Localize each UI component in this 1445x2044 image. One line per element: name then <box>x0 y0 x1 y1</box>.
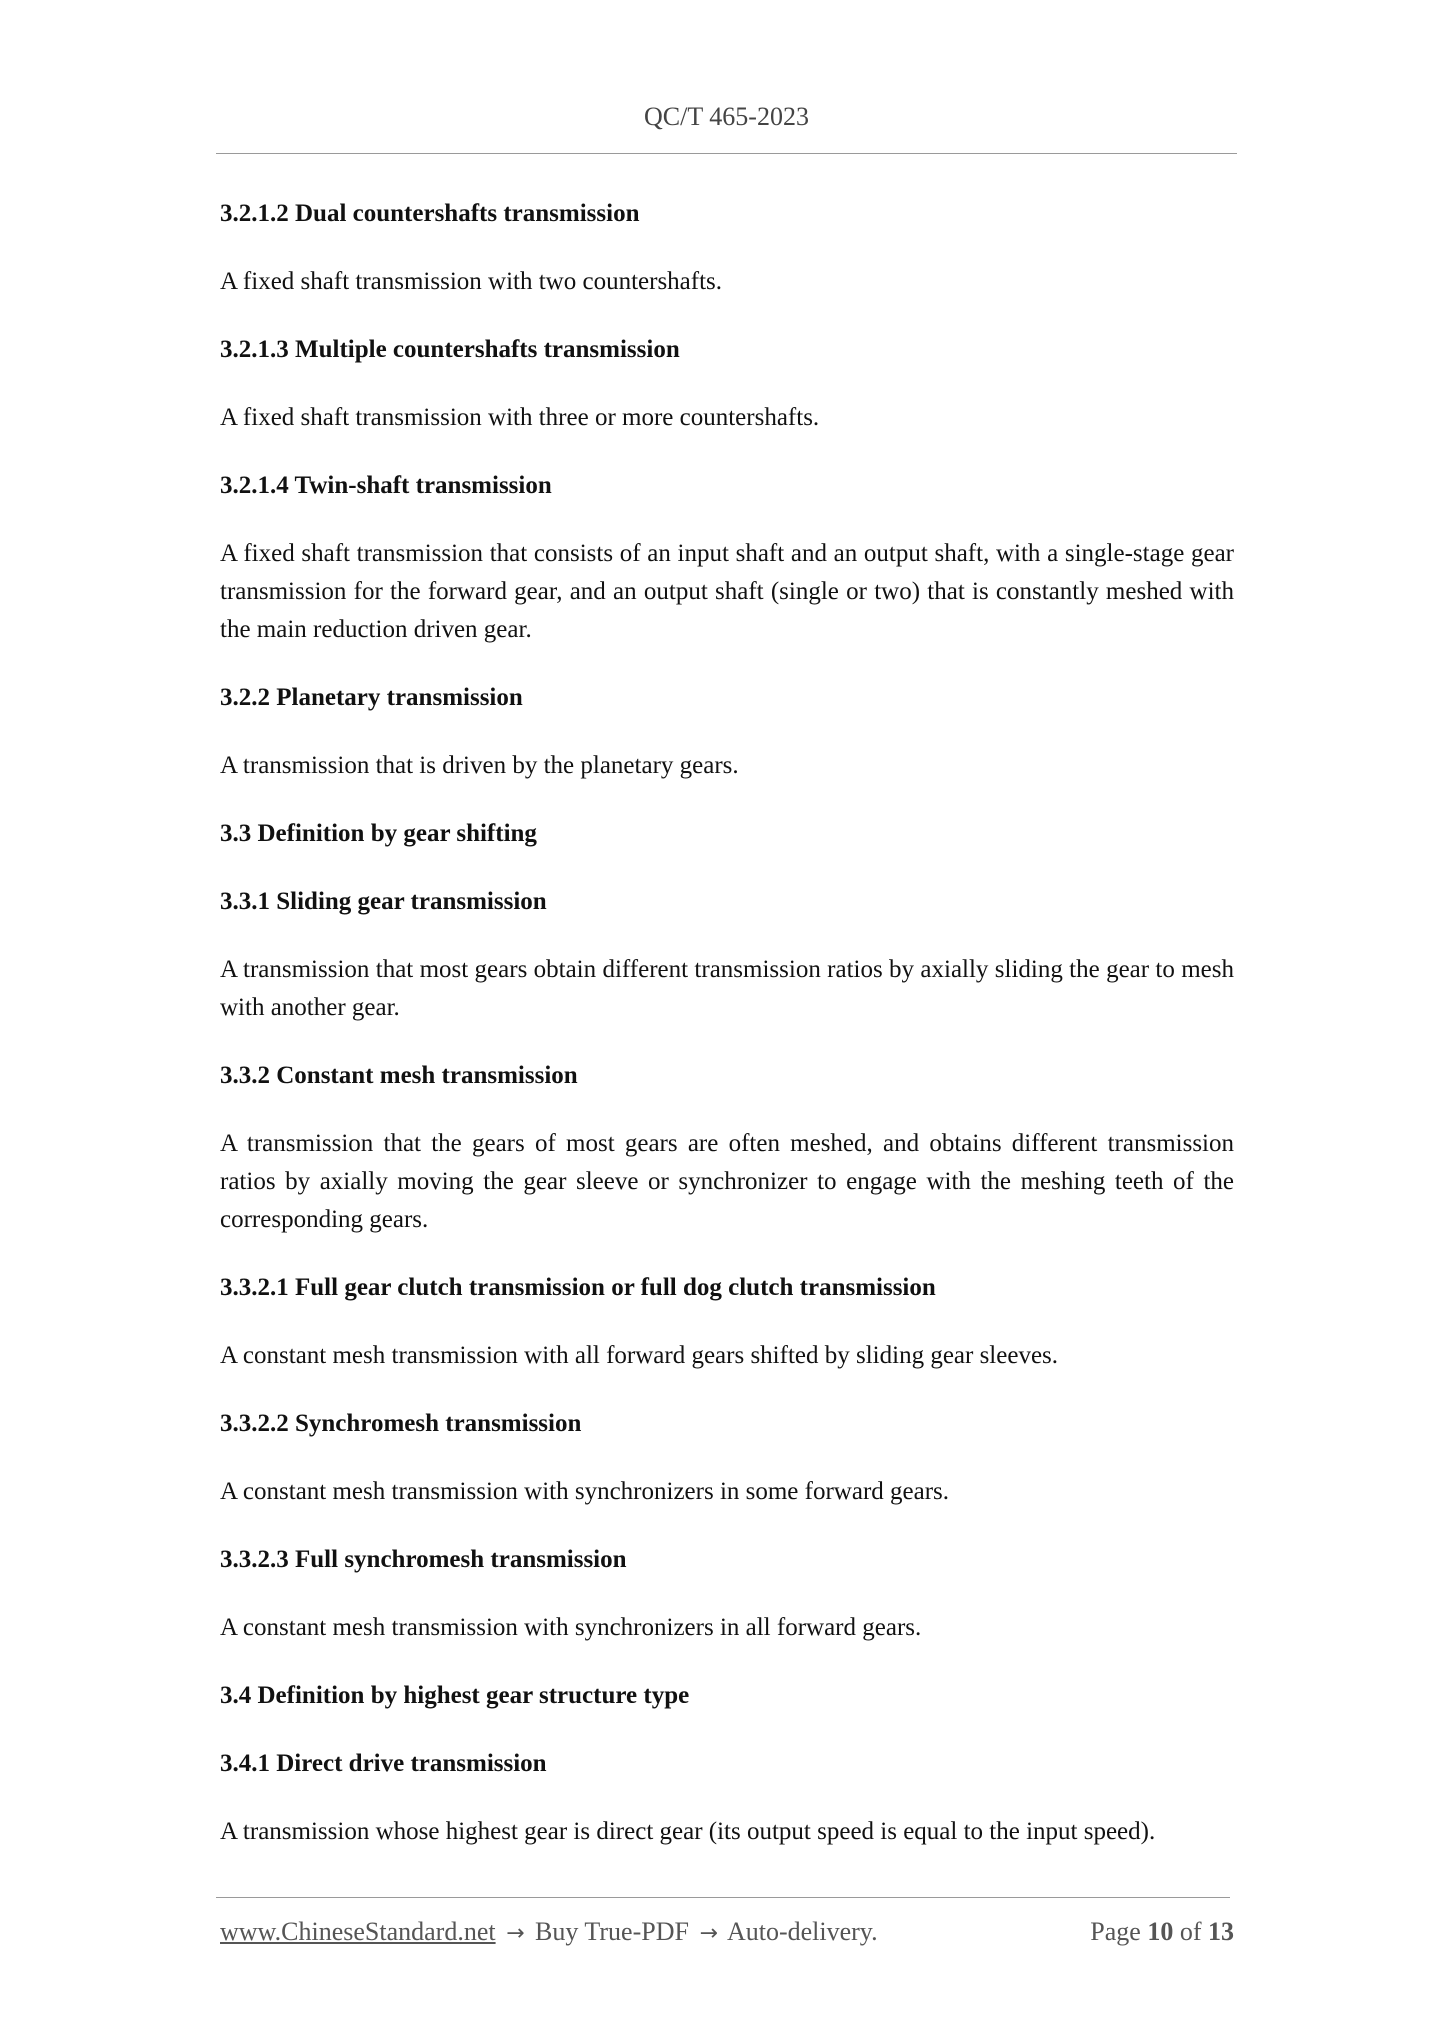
section-heading-3-3-2-2: 3.3.2.2 Synchromesh transmission <box>220 1410 582 1437</box>
document-header <box>216 102 1237 132</box>
section-heading-3-2-1-3: 3.2.1.3 Multiple countershafts transmission <box>220 336 680 363</box>
arrow-right-icon: → <box>699 1921 718 1946</box>
footer-divider <box>216 1897 1230 1898</box>
header-divider <box>216 153 1237 154</box>
section-heading-3-3-2-1: 3.3.2.1 Full gear clutch transmission or full dog clutch transmission <box>220 1274 936 1301</box>
standard-code: QC/T 465-2023 <box>644 102 809 131</box>
section-paragraph: A fixed shaft transmission with three or more countershafts. <box>220 404 820 431</box>
document-body <box>220 195 1234 1881</box>
footer-promo <box>220 1917 878 1947</box>
of-label: of <box>1179 1917 1202 1946</box>
section-heading-3-3-2-3: 3.3.2.3 Full synchromesh transmission <box>220 1546 627 1573</box>
page-label: Page <box>1090 1917 1141 1946</box>
auto-delivery-text: Auto-delivery. <box>726 1917 878 1946</box>
website-link[interactable]: www.ChineseStandard.net <box>220 1917 496 1946</box>
section-heading-3-3-2: 3.3.2 Constant mesh transmission <box>220 1062 578 1089</box>
section-paragraph: A transmission that is driven by the planetary gears. <box>220 752 739 779</box>
section-heading-3-3: 3.3 Definition by gear shifting <box>220 820 537 847</box>
section-paragraph: A transmission whose highest gear is direct gear (its output speed is equal to the input speed). <box>220 1818 1156 1845</box>
arrow-right-icon: → <box>506 1921 525 1946</box>
section-paragraph: A constant mesh transmission with synchronizers in some forward gears. <box>220 1478 950 1505</box>
section-heading-3-4: 3.4 Definition by highest gear structure type <box>220 1682 690 1709</box>
section-heading-3-2-1-2: 3.2.1.2 Dual countershafts transmission <box>220 200 640 227</box>
section-paragraph: A fixed shaft transmission with two countershafts. <box>220 268 723 295</box>
section-paragraph: A constant mesh transmission with synchronizers in all forward gears. <box>220 1614 922 1641</box>
section-paragraph: A transmission that most gears obtain different transmission ratios by axially sliding the gear to mesh with another gear. <box>220 956 1234 1021</box>
document-footer <box>220 1917 1234 1947</box>
section-paragraph: A constant mesh transmission with all forward gears shifted by sliding gear sleeves. <box>220 1342 1059 1369</box>
section-paragraph: A fixed shaft transmission that consists of an input shaft and an output shaft, with a single-stage gear transmission for the forward gear, and an output shaft (single or two) that is constantly meshed with the main reduction driven gear. <box>220 540 1234 643</box>
page-indicator <box>1090 1917 1234 1947</box>
section-heading-3-2-1-4: 3.2.1.4 Twin-shaft transmission <box>220 472 552 499</box>
total-pages-number: 13 <box>1208 1917 1234 1946</box>
section-heading-3-3-1: 3.3.1 Sliding gear transmission <box>220 888 547 915</box>
current-page-number: 10 <box>1147 1917 1174 1946</box>
section-paragraph: A transmission that the gears of most gears are often meshed, and obtains different transmission ratios by axially moving the gear sleeve or synchronizer to engage with the meshing teeth of the corresponding gears. <box>220 1130 1234 1233</box>
section-heading-3-4-1: 3.4.1 Direct drive transmission <box>220 1750 547 1777</box>
section-heading-3-2-2: 3.2.2 Planetary transmission <box>220 684 523 711</box>
buy-true-pdf-text: Buy True-PDF <box>535 1917 689 1946</box>
